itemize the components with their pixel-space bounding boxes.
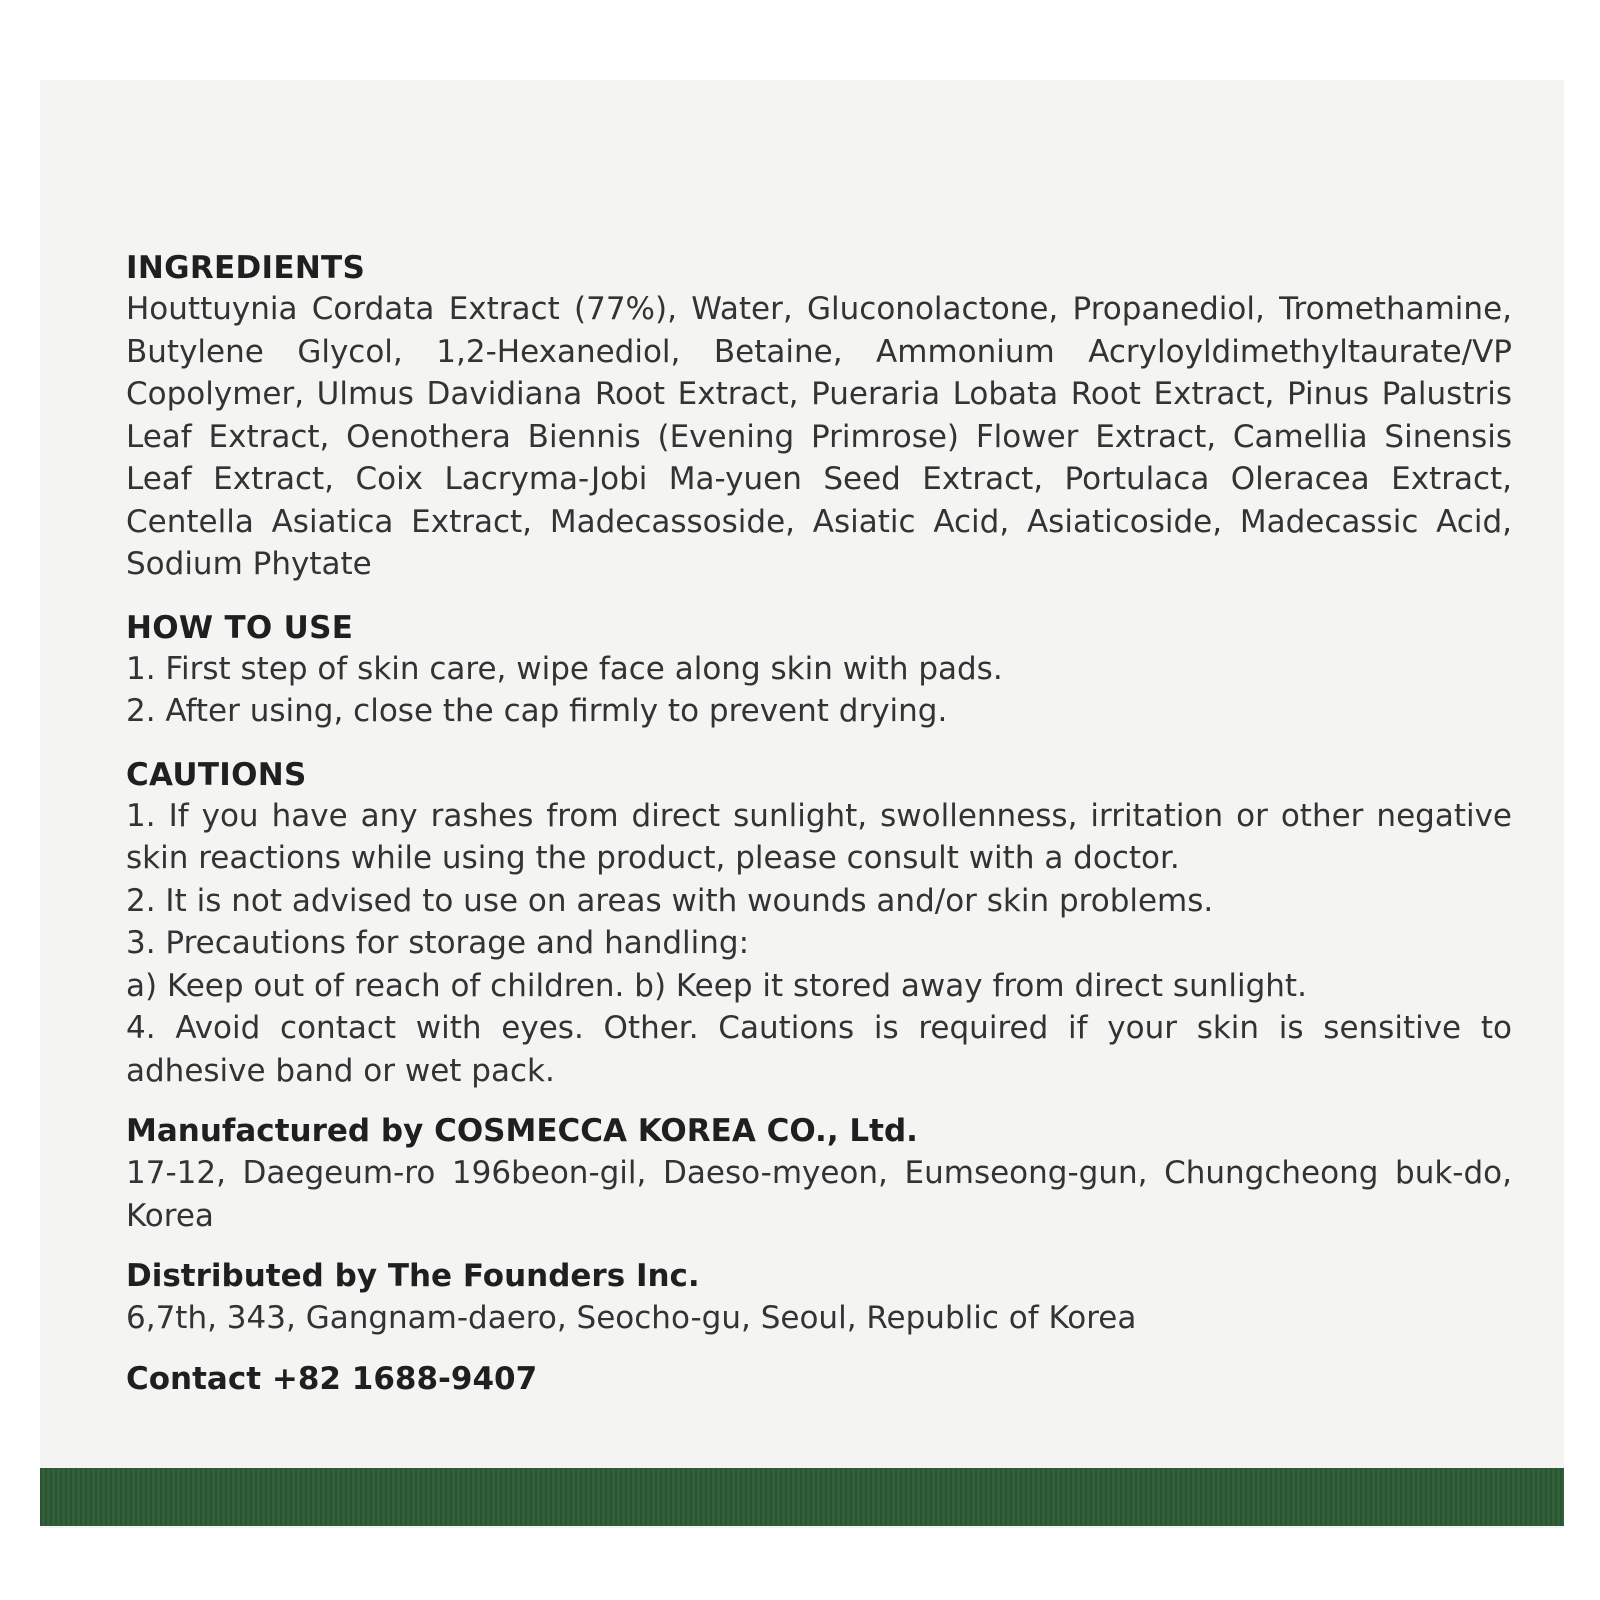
ingredients-text: Houttuynia Cordata Extract (77%), Water, Gluconolactone, Propanediol, Tromethamine, Butylene Glycol, 1,2-Hexanediol, Betaine, Ammonium Acryloyldimethyltaurate/VP Copolymer, Ulmus Davidiana Root Extract, Pueraria Lobata Root Extract, Pinus Palustris Leaf Extract, Oenothera Biennis (Evening Primrose) Flower Extract, Camellia Sinensis Leaf Extract, Coix Lacryma-Jobi Ma-yuen Seed Extract, Portulaca Oleracea Extract, Centella Asiatica Extract, Madecassoside, Asiatic Acid, Asiaticoside, Madecassic Acid, Sodium Phytate [126, 291, 1512, 582]
how-to-use-step-1: 1. First step of skin care, wipe face along skin with pads. [126, 650, 1003, 687]
manufacturer-address: 17-12, Daegeum-ro 196beon-gil, Daeso-myeon, Eumseong-gun, Chungcheong buk-do, Korea [126, 1155, 1512, 1234]
distributor-address: 6,7th, 343, Gangnam-daero, Seocho-gu, Seoul, Republic of Korea [126, 1300, 1137, 1336]
how-to-use-heading: HOW TO USE [126, 609, 354, 646]
caution-item-2: 2. It is not advised to use on areas with wounds and/or skin problems. [126, 882, 1214, 919]
caution-item-3: 3. Precautions for storage and handling: [126, 925, 750, 961]
label-content [126, 248, 1512, 1400]
ingredients-heading: INGREDIENTS [126, 250, 366, 286]
caution-item-4: 4. Avoid contact with eyes. Other. Cautions is required if your skin is sensitive to adhesive band or wet pack. [126, 1010, 1512, 1089]
manufacturer-label: Manufactured by COSMECCA KOREA CO., Ltd. [126, 1113, 918, 1149]
distributor-label: Distributed by The Founders Inc. [126, 1258, 700, 1294]
green-stripe [40, 1468, 1564, 1526]
contact-phone: Contact +82 1688-9407 [126, 1360, 538, 1397]
caution-item-1: 1. If you have any rashes from direct sunlight, swollenness, irritation or other negative skin reactions while using the product, please consult with a doctor. [126, 797, 1512, 876]
caution-item-3a: a) Keep out of reach of children. b) Keep it stored away from direct sunlight. [126, 967, 1307, 1004]
cautions-heading: CAUTIONS [126, 756, 307, 793]
how-to-use-step-2: 2. After using, close the cap firmly to prevent drying. [126, 693, 948, 729]
